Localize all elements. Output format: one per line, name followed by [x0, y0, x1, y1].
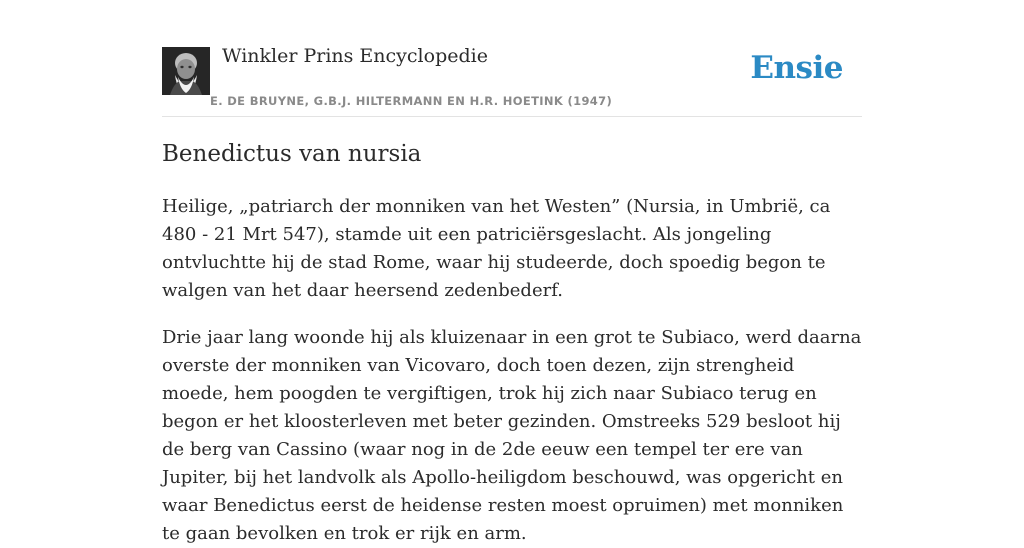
portrait-image	[162, 47, 210, 95]
entry-content	[162, 138, 862, 548]
book-authors: E. DE BRUYNE, G.B.J. HILTERMANN EN H.R. HOETINK (1947)	[210, 94, 613, 108]
book-title[interactable]: Winkler Prins Encyclopedie	[222, 45, 488, 67]
author-avatar[interactable]	[162, 47, 210, 95]
book-header	[162, 0, 862, 117]
ensie-logo-link[interactable]: Ensie	[750, 50, 843, 86]
entry-title: Benedictus van nursia	[162, 141, 422, 167]
entry-paragraph-1: Heilige, „patriarch der monniken van het Westen” (Nursia, in Umbrië, ca 480 - 21 Mrt 547), stamde uit een patriciërsgeslacht. Als jongeling ontvluchtte hij de stad Rome, waar hij studeerde, doch spoedig begon te walgen van het daar heersend zedenbederf.	[162, 196, 831, 301]
entry-paragraph-2: Drie jaar lang woonde hij als kluizenaar in een grot te Subiaco, werd daarna overste der monniken van Vicovaro, doch toen dezen, zijn strengheid moede, hem poogden te vergiftigen, trok hij zich naar Subiaco terug en begon er het kloosterleven met beter gezinden. Omstreeks 529 besloot hij de berg van Cassino (waar nog in de 2de eeuw een tempel ter ere van Jupiter, bij het landvolk als Apollo-heiligdom beschouwd, was opgericht en waar Benedictus eerst de heidense resten moest opruimen) met monniken te gaan bevolken en trok er rijk en arm.	[162, 327, 862, 544]
